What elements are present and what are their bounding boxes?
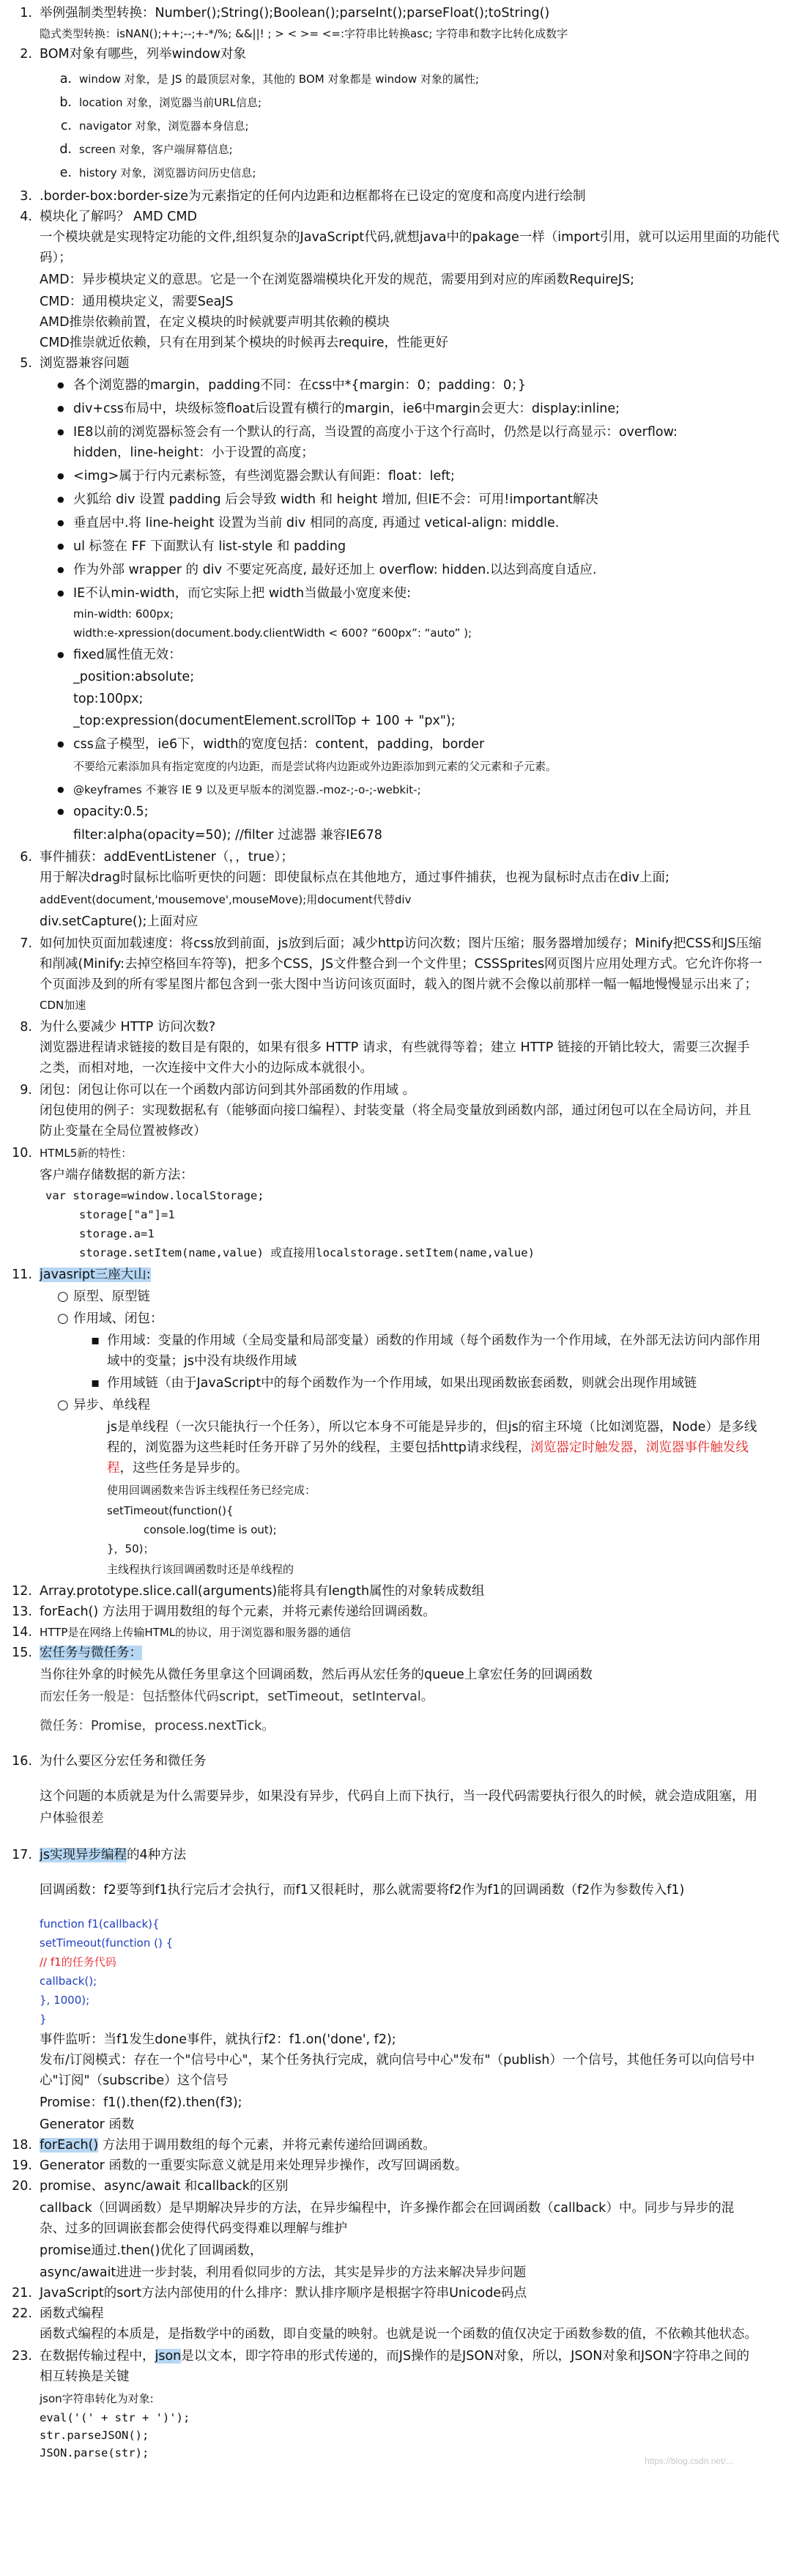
- text-line: 浏览器进程请求链接的数目是有限的，如果有很多 HTTP 请求，有些就得等着；建立 HTTP 链接的开销比较大，需要三次握手: [40, 1040, 750, 1055]
- text-line: [40, 1644, 142, 1662]
- text-line: min-width: 600px;: [73, 607, 174, 621]
- text-line: 杂、过多的回调嵌套都会使得代码变得难以理解与维护: [40, 2221, 347, 2236]
- text-line: setTimeout(function(){: [107, 1504, 234, 1517]
- text-line: console.log(time is out);: [144, 1523, 277, 1536]
- bullet-icon: ●: [57, 588, 64, 598]
- item-number: 13.: [12, 1605, 32, 1619]
- text-line: 相互转换是关键: [40, 2369, 130, 2384]
- text-line: 之类，而相对地，一次连接中文件大小的边际成本就很小。: [40, 1061, 373, 1076]
- bullet-icon: ●: [57, 471, 64, 481]
- text-line: 主线程执行该回调函数时还是单线程的: [107, 1563, 294, 1576]
- text-line: promise、async/await 和callback的区别: [40, 2179, 289, 2194]
- text-line: str.parseJSON();: [40, 2429, 149, 2442]
- text-line: filter:alpha(opacity=50); //filter 过滤器 兼容IE678: [73, 828, 382, 843]
- item-number: 8.: [20, 1020, 32, 1035]
- bullet-icon: ●: [57, 807, 64, 816]
- text-line: 火狐给 div 设置 padding 后会导致 width 和 height 增加, 但IE不会：可用!important解决: [73, 492, 598, 507]
- text-line: js是单线程（一次只能执行一个任务），所以它本身不可能是异步的，但js的宿主环境（比如浏览器，Node）是多线: [107, 1420, 757, 1435]
- item-number: 19.: [12, 2158, 32, 2173]
- text-line: _position:absolute;: [73, 670, 195, 684]
- bullet-icon: ●: [57, 427, 64, 437]
- item-number: 16.: [12, 1754, 32, 1769]
- text-line: Generator 函数: [40, 2117, 135, 2132]
- text-line: callback();: [40, 1974, 97, 1988]
- text-line: }, 1000);: [40, 1994, 90, 2007]
- text-line: storage.a=1: [79, 1227, 155, 1240]
- text-line: IE不认min-width，而它实际上把 width当做最小宽度来使:: [73, 586, 411, 601]
- text-line: 程的，浏览器为这些耗时任务开辟了另外的线程，主要包括http请求线程，浏览器定时触发器，浏览器事件触发线: [107, 1440, 749, 1455]
- highlighted-text: forEach(): [40, 2138, 99, 2153]
- text-line: storage["a"]=1: [79, 1208, 175, 1221]
- text-line: addEvent(document,'mousemove',mouseMove);用document代替div: [40, 893, 412, 906]
- text-line: [40, 1266, 151, 1284]
- text-line: 异步、单线程: [73, 1398, 150, 1413]
- text-line: 事件捕获：addEventListener（，，true）；: [40, 850, 294, 865]
- text-line: HTML5新的特性：: [40, 1147, 133, 1160]
- text-line: CDN加速: [40, 999, 86, 1012]
- text-line: 举例强制类型转换：Number();String();Boolean();parseInt();parseFloat();toString(): [40, 6, 550, 21]
- text-line: var storage=window.localStorage;: [45, 1189, 264, 1202]
- text-line: function f1(callback){: [40, 1917, 160, 1931]
- text-line: 码）；: [40, 251, 72, 265]
- text-line: 回调函数：f2要等到f1执行完后才会执行，而f1又很耗时，那么就需要将f2作为f1的回调函数（f2作为参数传入f1): [40, 1883, 685, 1898]
- item-number: 23.: [12, 2349, 32, 2364]
- text-line: window 对象，是 JS 的最顶层对象，其他的 BOM 对象都是 window 对象的属性;: [79, 73, 479, 86]
- text-line: 隐式类型转换：isNAN();++;--;+-*/%; &&||! ; > < >= <=:字符串比转换asc; 字符串和数字比转化成数字: [40, 27, 568, 40]
- text-line: 用于解决drag时鼠标比临听更快的问题：即使鼠标点在其他地方，通过事件捕获，也视为鼠标时点击在div上面;: [40, 870, 669, 885]
- item-number: 15.: [12, 1646, 32, 1660]
- item-number: 21.: [12, 2286, 32, 2301]
- text-line: navigator 对象，浏览器本身信息;: [79, 119, 249, 133]
- text-line: JSON.parse(str);: [40, 2446, 149, 2460]
- text-line: setTimeout(function () {: [40, 1936, 174, 1950]
- text-line: 作用域链（由于JavaScript中的每个函数作为一个作用域，如果出现函数嵌套函数，则就会出现作用域链: [107, 1376, 697, 1391]
- item-number: 18.: [12, 2138, 32, 2153]
- text-line: JavaScript的sort方法内部使用的什么排序：默认排序顺序是根据字符串Unicode码点: [40, 2286, 527, 2301]
- text-line: div+css布局中，块级标签float后设置有横行的margin，ie6中margin会更大：display:inline;: [73, 401, 620, 416]
- text-line: callback（回调函数）是早期解决异步的方法，在异步编程中，许多操作都会在回调函数（callback）中。同步与异步的混: [40, 2201, 735, 2216]
- item-number: 12.: [12, 1584, 32, 1599]
- text-line: CMD推崇就近依赖，只有在用到某个模块的时候再去require，性能更好: [40, 336, 449, 350]
- text-line: promise通过.then()优化了回调函数，: [40, 2243, 263, 2258]
- hollow-bullet-icon: ○: [57, 1289, 69, 1304]
- text-line: screen 对象，客户端屏幕信息;: [79, 143, 233, 156]
- item-number: 14.: [12, 1625, 32, 1640]
- text-line: AMD推崇依赖前置，在定义模块的时候就要声明其依赖的模块: [40, 315, 390, 330]
- item-number: 2.: [20, 47, 32, 62]
- text-line: Generator 函数的一重要实际意义就是用来处理异步操作，改写回调函数。: [40, 2158, 468, 2173]
- text-line: 闭包：闭包让你可以在一个函数内部访问到其外部函数的作用域 。: [40, 1083, 416, 1098]
- item-number: 7.: [20, 936, 32, 951]
- text-line: }，50)；: [107, 1542, 155, 1555]
- square-bullet-icon: ▪: [91, 1333, 100, 1348]
- bullet-icon: ●: [57, 404, 64, 413]
- text-line: 作为外部 wrapper 的 div 不要定死高度, 最好还加上 overflow: hidden.以达到高度自适应.: [73, 563, 597, 577]
- text-line: div.setCapture();上面对应: [40, 914, 199, 929]
- text-line: 防止变量在全局位置被修改）: [40, 1124, 207, 1139]
- item-number: 11.: [12, 1267, 32, 1282]
- bullet-icon: ●: [57, 785, 64, 794]
- hollow-bullet-icon: ○: [57, 1397, 69, 1413]
- text-line: 各个浏览器的margin，padding不同：在css中*{margin：0；padding：0；}: [73, 378, 527, 393]
- text-line: 这个问题的本质就是为什么需要异步，如果没有异步，代码自上而下执行，当一段代码需要执行很久的时候，就会造成阻塞，用: [40, 1789, 757, 1804]
- text-line: forEach() 方法用于调用数组的每个元素，并将元素传递给回调函数。: [40, 2138, 436, 2153]
- bullet-icon: ●: [57, 518, 64, 528]
- text-line: location 对象，浏览器当前URL信息;: [79, 96, 262, 109]
- text-line: }: [40, 2013, 47, 2026]
- text-line: 为什么要区分宏任务和微任务: [40, 1754, 207, 1769]
- text-line: CMD：通用模块定义，需要SeaJS: [40, 295, 234, 309]
- item-number: 10.: [12, 1146, 32, 1161]
- text-line: history 对象，浏览器访问历史信息;: [79, 166, 256, 179]
- text-line: 发布/订阅模式：存在一个"信号中心"，某个任务执行完成，就向信号中心"发布"（publish）一个信号，其他任务可以向信号中: [40, 2053, 755, 2068]
- highlighted-text: js实现异步编程: [40, 1848, 127, 1862]
- text-line: 闭包使用的例子：实现数据私有（能够面向接口编程）、封装变量（将全局变量放到函数内部，通过闭包可以在全局访问，并且: [40, 1103, 752, 1118]
- item-number: 22.: [12, 2306, 32, 2321]
- text-line: hidden，line-height：小于设置的高度；: [73, 445, 314, 460]
- bullet-icon: ●: [57, 739, 64, 749]
- text-line: 客户端存储数据的新方法：: [40, 1168, 193, 1182]
- text-line: 为什么要减少 HTTP 访问次数?: [40, 1020, 216, 1035]
- text-line: ul 标签在 FF 下面默认有 list-style 和 padding: [73, 539, 346, 554]
- text-line: 原型、原型链: [73, 1289, 150, 1304]
- text-line: // f1的任务代码: [40, 1955, 116, 1969]
- item-number: e.: [59, 166, 72, 180]
- text-line: BOM对象有哪些，列举window对象: [40, 47, 246, 62]
- text-line: 户体验很差: [40, 1811, 104, 1826]
- text-line: 事件监听：当f1发生done事件，就执行f2：f1.on('done', f2);: [40, 2032, 396, 2047]
- text-line: 个页面涉及到的所有零星图片都包含到一张大图中当访问该页面时，载入的图片就不会像以前那样一幅一幅地慢慢显示出来了；: [40, 977, 757, 992]
- text-line: opacity:0.5;: [73, 804, 149, 819]
- item-number: 1.: [20, 6, 32, 21]
- item-number: 17.: [12, 1848, 32, 1862]
- bullet-icon: ●: [57, 565, 64, 574]
- text-line: forEach() 方法用于调用数组的每个元素，并将元素传递给回调函数。: [40, 1605, 436, 1619]
- text-line: 当你往外拿的时候先从微任务里拿这个回调函数，然后再从宏任务的queue上拿宏任务的回调函数: [40, 1668, 593, 1682]
- text-line: 作用域：变量的作用域（全局变量和局部变量）函数的作用域（每个函数作为一个作用域，在外部无法访问内部作用: [107, 1333, 761, 1348]
- item-number: c.: [60, 119, 72, 133]
- highlighted-text: json: [155, 2349, 182, 2364]
- text-line: 函数式编程的本质是，是指数学中的函数，即自变量的映射。也就是说一个函数的值仅决定于函数参数的值，不依赖其他状态。: [40, 2327, 757, 2342]
- bullet-icon: ●: [57, 650, 64, 659]
- bullet-icon: ●: [57, 541, 64, 551]
- text-line: Array.prototype.slice.call(arguments)能将具有length属性的对象转成数组: [40, 1584, 485, 1599]
- item-number: a.: [59, 72, 72, 86]
- text-line: 和削减(Minify:去掉空格回车符等)，把多个CSS，JS文件整合到一个文件里；CSSSprites网页图片应用处理方式。它允许你将一: [40, 957, 763, 971]
- text-line: 垂直居中.将 line-height 设置为当前 div 相同的高度, 再通过 vetical-align: middle.: [73, 516, 560, 530]
- item-number: 9.: [20, 1083, 32, 1098]
- text-line: 浏览器兼容问题: [40, 356, 130, 371]
- text-line: 模块化了解吗？ AMD CMD: [40, 210, 197, 224]
- square-bullet-icon: ▪: [91, 1375, 100, 1391]
- text-line: css盒子模型，ie6下，width的宽度包括：content，padding，border: [73, 737, 485, 752]
- text-line: width:e-xpression(document.body.clientWidth < 600? “600px”: “auto” );: [73, 626, 472, 640]
- text-line: <img>属于行内元素标签，有些浏览器会默认有间距：float：left;: [73, 469, 455, 484]
- text-line: IE8以前的浏览器标签会有一个默认的行高，当设置的高度小于这个行高时，仍然是以行高显示：overflow:: [73, 425, 678, 440]
- highlighted-text: 宏任务与微任务：: [40, 1646, 142, 1660]
- text-line: AMD：异步模块定义的意思。它是一个在浏览器端模块化开发的规范，需要用到对应的库函数RequireJS;: [40, 273, 634, 287]
- highlighted-text: javasript三座大山:: [40, 1267, 151, 1282]
- text-line: 函数式编程: [40, 2306, 104, 2321]
- text-line: async/await进进一步封装，利用看似同步的方法，其实是异步的方法来解决异步问题: [40, 2265, 527, 2280]
- watermark: https://blog.csdn.net/...: [645, 2456, 733, 2466]
- text-line: 在数据传输过程中，json是以文本，即字符串的形式传递的，而JS操作的是JSON对象，所以，JSON对象和JSON字符串之间的: [40, 2349, 749, 2364]
- text-line: .border-box:border-size为元素指定的任何内边距和边框都将在已设定的宽度和高度内进行绘制: [40, 189, 586, 204]
- text-line: 域中的变量；js中没有块级作用域: [107, 1354, 297, 1369]
- item-number: 4.: [20, 210, 32, 224]
- text-line: HTTP是在网络上传输HTML的协议，用于浏览器和服务器的通信: [40, 1626, 352, 1639]
- item-number: b.: [59, 95, 72, 110]
- hollow-bullet-icon: ○: [57, 1311, 69, 1326]
- text-line: eval('(' + str + ')');: [40, 2411, 190, 2424]
- item-number: 20.: [12, 2179, 32, 2194]
- text-line: 而宏任务一般是：包括整体代码script，setTimeout，setInterval。: [40, 1689, 434, 1704]
- text-line: fixed属性值无效：: [73, 648, 182, 662]
- bullet-icon: ●: [57, 495, 64, 504]
- item-number: 5.: [20, 356, 32, 371]
- bullet-icon: ●: [57, 380, 64, 390]
- text-line: json字符串转化为对象:: [40, 2392, 154, 2405]
- text-line: 如何加快页面加载速度：将css放到前面，js放到后面；减少http访问次数；图片压缩；服务器增加缓存；Minify把CSS和JS压缩: [40, 936, 762, 951]
- text-line: 程，这些任务是异步的。: [107, 1461, 248, 1476]
- text-line: 一个模块就是实现特定功能的文件,组织复杂的JavaScript代码,就想java中的pakage一样（import引用，就可以运用里面的功能代: [40, 230, 780, 245]
- text-line: 微任务：Promise，process.nextTick。: [40, 1719, 275, 1733]
- text-line: top:100px;: [73, 692, 144, 706]
- text-line: 使用回调函数来告诉主线程任务已经完成：: [107, 1484, 316, 1497]
- text-line: 作用域、闭包：: [73, 1311, 163, 1326]
- text-line: _top:expression(documentElement.scrollTop + 100 + "px");: [73, 714, 456, 728]
- text-line: 心"订阅"（subscribe）这个信号: [40, 2073, 229, 2088]
- text-line: @keyframes 不兼容 IE 9 以及更早版本的浏览器.-moz-;-o-;-webkit-;: [73, 783, 421, 796]
- item-number: 6.: [20, 850, 32, 865]
- item-number: d.: [59, 142, 72, 157]
- text-line: Promise：f1().then(f2).then(f3);: [40, 2095, 242, 2110]
- text-line: 不要给元素添加具有指定宽度的内边距，而是尝试将内边距或外边距添加到元素的父元素和子元素。: [73, 760, 557, 773]
- text-line: storage.setItem(name,value) 或直接用localstorage.setItem(name,value): [79, 1246, 535, 1259]
- item-number: 3.: [20, 189, 32, 204]
- text-line: js实现异步编程的4种方法: [40, 1848, 187, 1862]
